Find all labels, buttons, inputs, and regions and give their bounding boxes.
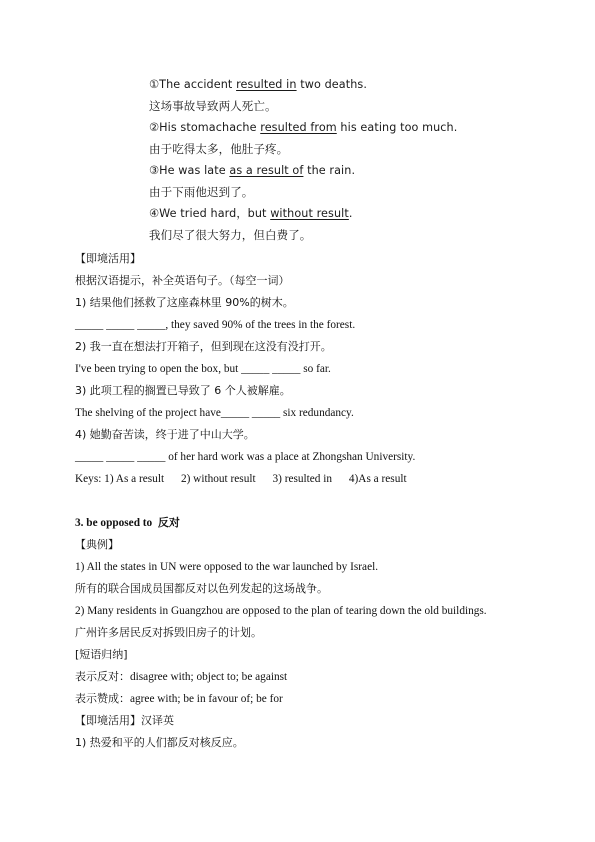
question-1-cn: 1) 结果他们拯救了这座森林里 90%的树木。 xyxy=(75,296,294,309)
example-en-4: ④We tried hard，but without result. xyxy=(149,207,353,220)
practice-heading: 【即境活用】汉译英 xyxy=(75,714,174,727)
question-4-en: _____ _____ _____ of her hard work was a place at Zhongshan University. xyxy=(75,451,416,463)
section-heading: 【即境活用】 xyxy=(75,252,141,265)
example-cn-3: 由于下雨他迟到了。 xyxy=(149,184,254,199)
question-2-en: I've been trying to open the box, but _____ _____ so far. xyxy=(75,363,331,375)
example-en-1: ①The accident resulted in two deaths. xyxy=(149,78,367,91)
example-cn-1: 这场事故导致两人死亡。 xyxy=(149,98,277,113)
question-3-cn: 3) 此项工程的搁置已导致了 6 个人被解雇。 xyxy=(75,384,291,397)
practice-1-cn: 1) 热爱和平的人们都反对核反应。 xyxy=(75,736,244,749)
example-en-2: ②His stomachache resulted from his eating too much. xyxy=(149,121,458,134)
underlined-phrase: as a result of xyxy=(229,164,304,177)
example-2-cn: 广州许多居民反对拆毁旧房子的计划。 xyxy=(75,626,262,639)
phrase-summary-heading: [短语归纳] xyxy=(75,648,128,661)
underlined-phrase: resulted from xyxy=(260,121,337,134)
favor-phrases: 表示赞成：agree with; be in favour of; be for xyxy=(75,692,283,705)
example-cn-2: 由于吃得太多，他肚子疼。 xyxy=(149,141,289,156)
example-1-cn: 所有的联合国成员国都反对以色列发起的这场战争。 xyxy=(75,582,328,595)
example-1-en: 1) All the states in UN were opposed to the war launched by Israel. xyxy=(75,561,379,573)
example-cn-4: 我们尽了很大努力，但白费了。 xyxy=(149,227,312,242)
oppose-phrases: 表示反对：disagree with; object to; be against xyxy=(75,670,288,683)
example-sentences xyxy=(149,74,469,246)
underlined-phrase: resulted in xyxy=(236,78,297,91)
example-2-en: 2) Many residents in Guangzhou are opposed to the plan of tearing down the old buildings. xyxy=(75,605,487,617)
example-en-3: ③He was late as a result of the rain. xyxy=(149,164,356,177)
main-content xyxy=(75,248,545,754)
question-4-cn: 4) 她勤奋苦读，终于进了中山大学。 xyxy=(75,428,255,441)
spacer xyxy=(75,490,545,512)
instruction: 根据汉语提示，补全英语句子。（每空一词） xyxy=(75,274,290,287)
underlined-phrase: without result xyxy=(270,207,349,220)
question-3-en: The shelving of the project have_____ _____ six redundancy. xyxy=(75,407,354,419)
answer-keys: Keys: 1) As a result 2) without result 3) resulted in 4)As a result xyxy=(75,473,407,485)
example-heading: 【典例】 xyxy=(75,538,119,551)
question-2-cn: 2) 我一直在想法打开箱子，但到现在这没有没打开。 xyxy=(75,340,332,353)
question-1-en: _____ _____ _____, they saved 90% of the trees in the forest. xyxy=(75,319,356,331)
section-title: 3. be opposed to 反对 xyxy=(75,516,180,529)
